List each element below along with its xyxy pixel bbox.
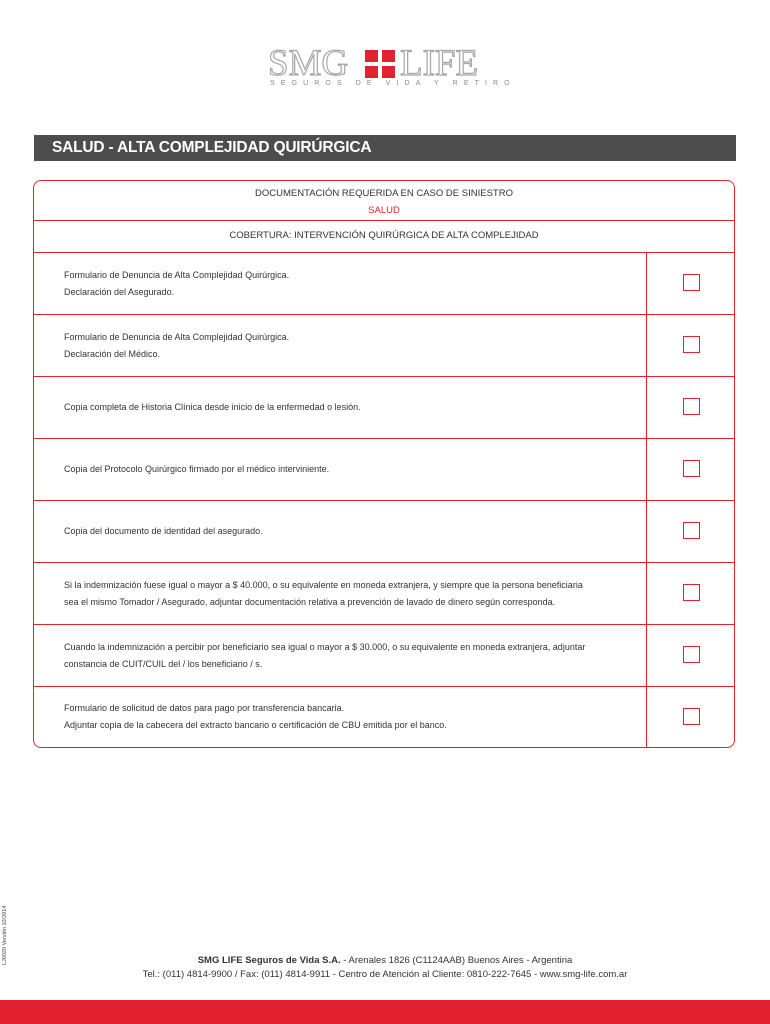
table-header — [34, 181, 734, 221]
row-line: Formulario de solicitud de datos para pago por transferencia bancaria. — [64, 703, 345, 713]
section-title: SALUD - ALTA COMPLEJIDAD QUIRÚRGICA — [52, 139, 372, 156]
checkbox[interactable] — [683, 708, 700, 725]
table-row — [34, 501, 734, 563]
row-line: Copia completa de Historia Clínica desde inicio de la enfermedad o lesión. — [64, 402, 361, 412]
checkbox[interactable] — [683, 336, 700, 353]
checkbox[interactable] — [683, 522, 700, 539]
form-code: LJ0020 Versión 10/2014 — [2, 905, 8, 965]
table-row — [34, 563, 734, 625]
logo-tagline: SEGUROS DE VIDA Y RETIRO — [270, 80, 516, 87]
checkbox[interactable] — [683, 460, 700, 477]
footer-address-line — [0, 954, 770, 968]
row-text — [64, 315, 639, 376]
check-cell — [646, 253, 735, 314]
check-cell — [646, 439, 735, 500]
footer-company: SMG LIFE Seguros de Vida S.A. — [197, 955, 341, 966]
check-cell — [646, 377, 735, 438]
coverage-header: COBERTURA: INTERVENCIÓN QUIRÚRGICA DE ALTA COMPLEJIDAD — [34, 221, 734, 253]
row-line: Formulario de Denuncia de Alta Complejidad Quirúrgica. — [64, 269, 290, 280]
smg-life-logo — [268, 43, 516, 92]
row-text — [64, 439, 639, 500]
table-header-subtitle: SALUD — [368, 205, 400, 216]
logo-cross-icon — [365, 50, 395, 78]
row-line: constancia de CUIT/CUIL del / los beneficiario / s. — [64, 658, 263, 669]
documentation-table — [33, 180, 735, 748]
row-text — [64, 687, 639, 747]
row-line: Formulario de Denuncia de Alta Complejidad Quirúrgica. — [64, 331, 290, 342]
document-list — [34, 253, 734, 747]
row-line: Adjuntar copia de la cabecera del extracto bancario o certificación de CBU emitida por el banco. — [64, 720, 447, 730]
checkbox[interactable] — [683, 646, 700, 663]
checkbox[interactable] — [683, 398, 700, 415]
table-row — [34, 315, 734, 377]
table-row — [34, 377, 734, 439]
checkbox[interactable] — [683, 584, 700, 601]
row-line: Copia del documento de identidad del asegurado. — [64, 526, 263, 536]
footer-contact: Tel.: (011) 4814-9900 / Fax: (011) 4814-9911 - Centro de Atención al Cliente: 0810-222-7645 - www.smg-life.com.ar — [142, 969, 628, 980]
row-line: Si la indemnización fuese igual o mayor a $ 40.000, o su equivalente en moneda extranjera, y siempre que la persona beneficiaria — [64, 579, 583, 590]
bottom-accent-bar — [0, 1000, 770, 1024]
logo-brand-left: SMG — [268, 43, 349, 84]
section-header — [34, 135, 736, 161]
row-text — [64, 253, 639, 314]
row-text — [64, 625, 639, 686]
table-row — [34, 253, 734, 315]
check-cell — [646, 563, 735, 624]
table-row — [34, 687, 734, 747]
row-text — [64, 563, 639, 624]
footer — [0, 954, 770, 982]
table-header-title: DOCUMENTACIÓN REQUERIDA EN CASO DE SINIESTRO — [255, 188, 513, 199]
table-row — [34, 625, 734, 687]
row-text — [64, 377, 639, 438]
row-line: Copia del Protocolo Quirúrgico firmado por el médico interviniente. — [64, 464, 330, 474]
row-text — [64, 501, 639, 562]
table-row — [34, 439, 734, 501]
checkbox[interactable] — [683, 274, 700, 291]
row-line: sea el mismo Tomador / Asegurado, adjuntar documentación relativa a prevención de lavado de dinero según corresponda. — [64, 596, 556, 607]
row-line: Declaración del Médico. — [64, 348, 161, 359]
check-cell — [646, 625, 735, 686]
row-line: Cuando la indemnización a percibir por beneficiario sea igual o mayor a $ 30.000, o su equivalente en moneda extranjera, adjuntar — [64, 641, 586, 652]
check-cell — [646, 315, 735, 376]
check-cell — [646, 501, 735, 562]
logo-brand-right: LIFE — [400, 43, 479, 84]
row-line: Declaración del Asegurado. — [64, 286, 175, 297]
footer-address: - Arenales 1826 (C1124AAB) Buenos Aires - Argentina — [340, 955, 573, 966]
check-cell — [646, 687, 735, 747]
